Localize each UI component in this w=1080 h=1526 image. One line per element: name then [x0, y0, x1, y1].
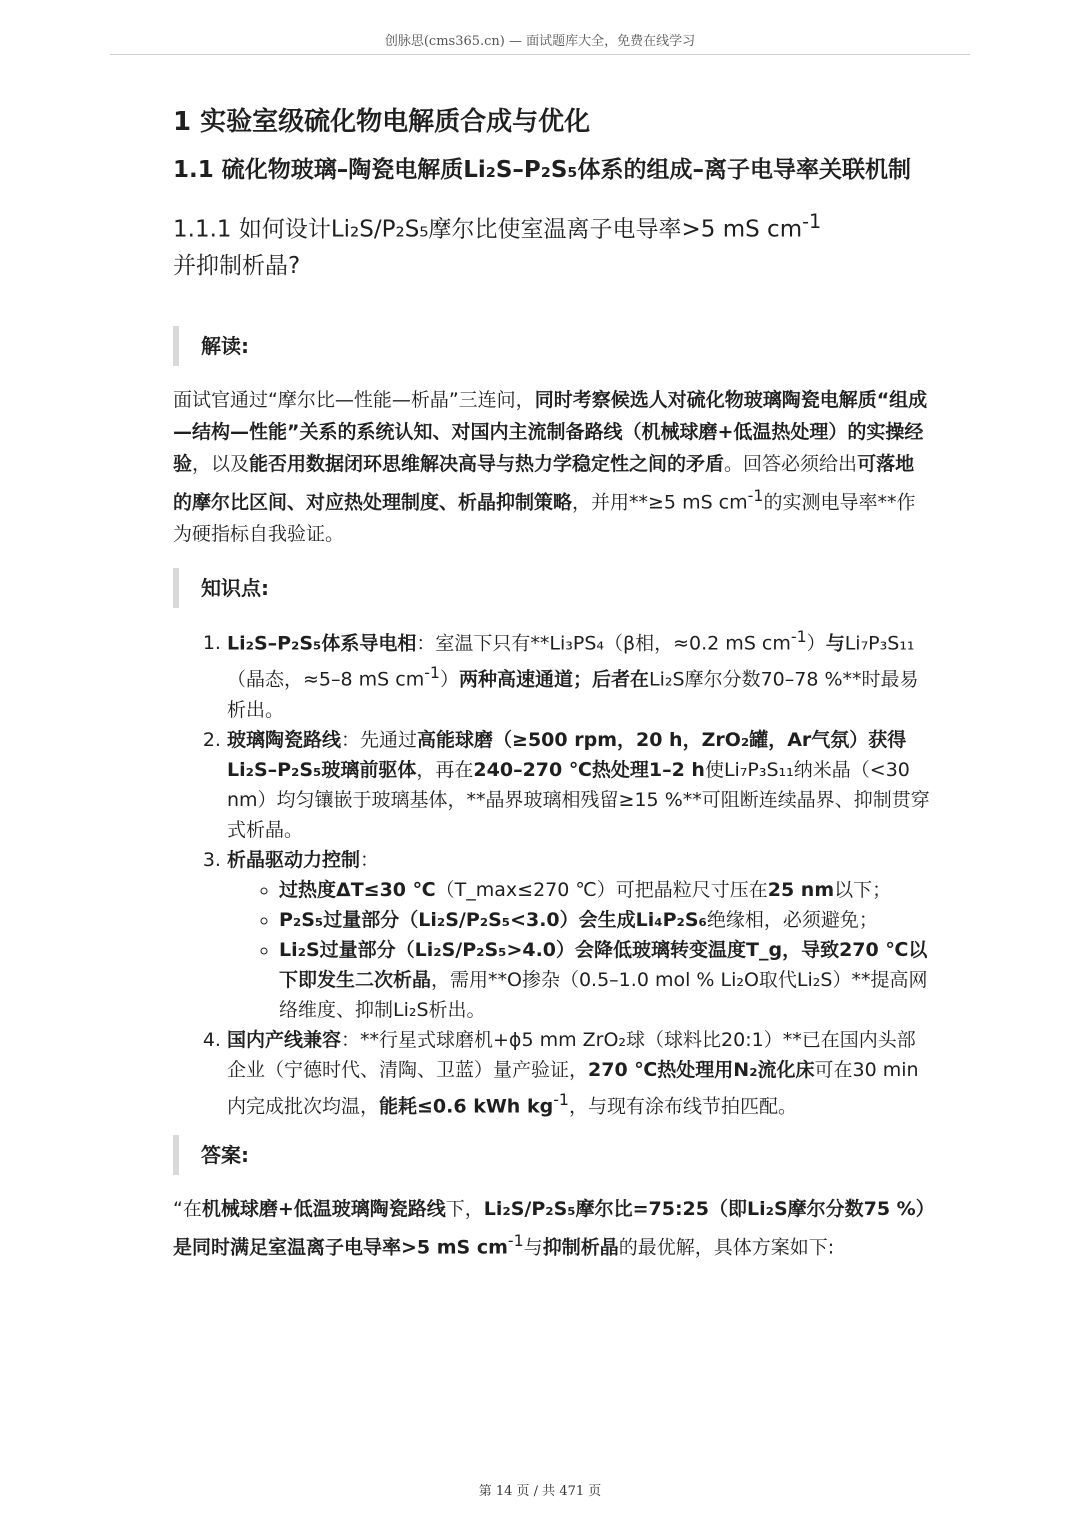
- kp3-s1-text-1: （T_max≤270 ℃）可把晶粒尺寸压在: [435, 878, 768, 901]
- page-footer: 第 14 页 / 共 471 页: [478, 1484, 602, 1499]
- kp1-sup-1: -1: [790, 626, 807, 646]
- kp3-s3-bold-1: Li₂S过量部分（Li₂S/P₂S₅>4.0）会降低玻璃转变温度T_g，导致270 ℃以下即发生二次析晶: [279, 938, 928, 991]
- kp3-s1-bold-2: 25 nm: [767, 878, 835, 901]
- reading-text-4: ，并用**≥5 mS cm: [572, 490, 748, 513]
- kp3-s1-bold-1: 过热度ΔT≤30 ℃: [279, 878, 436, 901]
- kp4-text-1: ：**行星式球磨机+ϕ5 mm ZrO₂球（球料比20:1）**已在国内头部企业（宁德时代、清陶、卫蓝）量产验证，: [227, 1028, 916, 1081]
- kp2-text-3: 使Li₇P₃S₁₁纳米晶（<30 nm）均匀镶嵌于玻璃基体，**晶界玻璃相残留≥15 %**可阻断连续晶界、抑制贯穿式析晶。: [227, 758, 930, 841]
- question-title-text-2: 并抑制析晶?: [173, 252, 301, 279]
- knowledge-list: [173, 622, 933, 1121]
- sub-list-item: [279, 935, 933, 1025]
- reading-text-1: 面试官通过“摩尔比—性能—析晶”三连问，: [173, 388, 535, 411]
- question-title-text: 1.1.1 如何设计Li₂S/P₂S₅摩尔比使室温离子电导率>5 mS cm: [173, 216, 803, 243]
- answer-bold-1: 机械球磨+低温玻璃陶瓷路线: [201, 1197, 446, 1220]
- sub-list-item: [279, 905, 933, 935]
- kp2-bold-1: 玻璃陶瓷路线: [227, 728, 342, 751]
- answer-bold-3: 抑制析晶: [542, 1236, 619, 1259]
- list-item: [227, 1025, 933, 1121]
- kp1-bold-2: 与: [825, 632, 845, 655]
- kp4-text-2: 可在30 min内完成批次均温，: [227, 1058, 919, 1117]
- kp4-bold-1: 国内产线兼容: [227, 1028, 342, 1051]
- kp2-bold-3: 240–270 ℃热处理1–2 h: [473, 758, 705, 781]
- list-item: [227, 725, 933, 845]
- kp1-text-4: ）: [440, 668, 460, 691]
- reading-sup: -1: [747, 485, 764, 505]
- question-title-sup: -1: [802, 210, 822, 233]
- sub-list: [227, 875, 933, 1025]
- kp1-text-2: ）: [806, 632, 826, 655]
- kp3-bold-1: 析晶驱动力控制: [227, 848, 361, 871]
- kp1-text-5: Li₂S摩尔分数70–78 %**时最易析出。: [227, 668, 919, 721]
- kp4-text-3: ，与现有涂布线节拍匹配。: [568, 1094, 797, 1117]
- knowledge-section-header: 知识点:: [173, 568, 933, 608]
- kp1-bold-3: 两种高速通道；后者在: [459, 668, 650, 691]
- kp3-s2-bold-1: P₂S₅过量部分（Li₂S/P₂S₅<3.0）会生成Li₄P₂S₆: [279, 908, 707, 931]
- answer-bold-2: Li₂S/P₂S₅摩尔比=75:25（即Li₂S摩尔分数75 %）是同时满足室温离子电导率>5 mS cm: [173, 1197, 926, 1259]
- page-header: 创脉思(cms365.cn) — 面试题库大全，免费在线学习: [384, 34, 696, 49]
- answer-text-3: 与: [523, 1236, 543, 1259]
- reading-bold-2: 能否用数据闭环思维解决高导与热力学稳定性之间的矛盾: [249, 452, 725, 475]
- kp2-text-2: ，再在: [416, 758, 474, 781]
- chapter-title: 1 实验室级硫化物电解质合成与优化: [173, 107, 591, 137]
- list-item: [227, 622, 933, 725]
- kp1-sup-2: -1: [424, 663, 440, 683]
- reading-bold-3: 可落地的摩尔比区间、对应热处理制度、析晶抑制策略: [173, 452, 915, 513]
- answer-text-4: 的最优解，具体方案如下:: [618, 1236, 835, 1259]
- section-title: 1.1 硫化物玻璃–陶瓷电解质Li₂S–P₂S₅体系的组成–离子电导率关联机制: [173, 157, 911, 183]
- kp4-bold-3: 能耗≤0.6 kWh kg: [379, 1094, 554, 1117]
- reading-text-3: 。回答必须给出: [724, 452, 858, 475]
- header-divider: [110, 54, 970, 55]
- kp3-s1-text-2: 以下；: [834, 878, 892, 901]
- question-title: [173, 204, 933, 284]
- reading-text-2: ，以及: [192, 452, 250, 475]
- kp2-bold-2: 高能球磨（≥500 rpm，20 h，ZrO₂罐，Ar气氛）获得Li₂S–P₂S₅玻璃前驱体: [227, 728, 907, 781]
- kp1-text-3: Li₇P₃S₁₁（晶态，≈5–8 mS cm: [227, 632, 915, 691]
- reading-text-5: 的实测电导率**作为硬指标自我验证。: [173, 490, 916, 545]
- answer-text-2: 下，: [445, 1197, 484, 1220]
- kp4-bold-2: 270 ℃热处理用N₂流化床: [588, 1058, 815, 1081]
- kp3-s3-text-1: ，需用**O掺杂（0.5–1.0 mol % Li₂O取代Li₂S）**提高网络维度、抑制Li₂S析出。: [279, 968, 928, 1021]
- answer-section-header: 答案:: [173, 1135, 933, 1175]
- sub-list-item: [279, 875, 933, 905]
- reading-bold-1: 同时考察候选人对硫化物玻璃陶瓷电解质“组成—结构—性能”关系的系统认知、对国内主流制备路线（机械球磨+低温热处理）的实操经验: [173, 388, 928, 475]
- kp1-bold-1: Li₂S–P₂S₅体系导电相: [227, 632, 417, 655]
- answer-sup: -1: [507, 1230, 524, 1250]
- reading-paragraph: [173, 384, 933, 550]
- answer-paragraph: [173, 1193, 933, 1263]
- document-body: [173, 100, 933, 1263]
- kp3-s2-text-1: 绝缘相，必须避免；: [706, 908, 878, 931]
- kp2-text-1: ：先通过: [341, 728, 418, 751]
- list-item: [227, 845, 933, 1025]
- reading-section-header: 解读:: [173, 326, 933, 366]
- kp1-text-1: ：室温下只有**Li₃PS₄（β相，≈0.2 mS cm: [416, 632, 791, 655]
- kp4-sup: -1: [553, 1089, 569, 1109]
- kp3-text-1: ：: [360, 848, 380, 871]
- answer-text-1: “在: [173, 1197, 202, 1220]
